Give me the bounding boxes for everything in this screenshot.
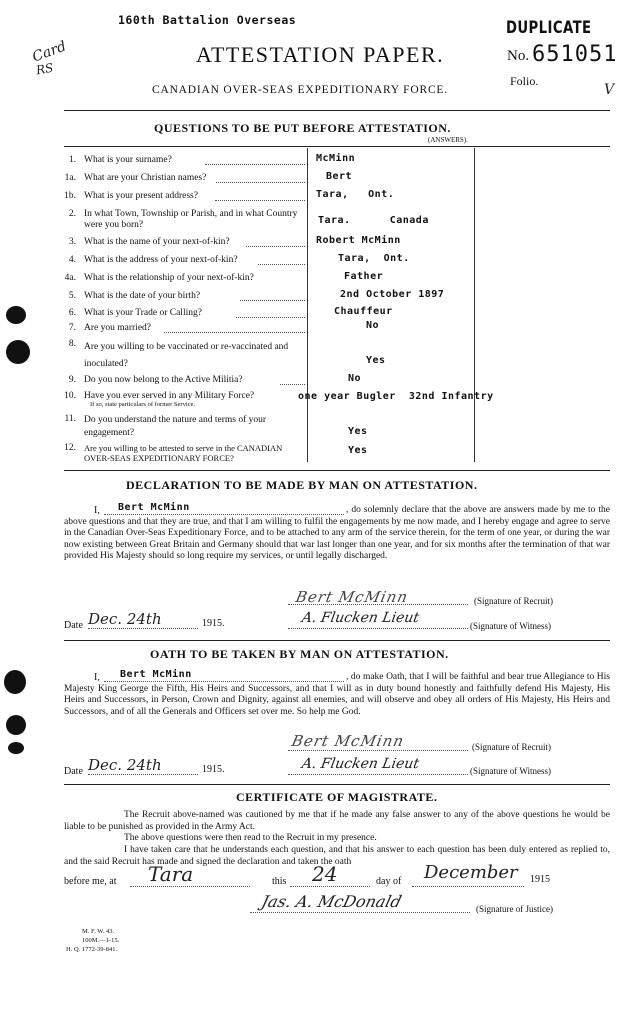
declaration-text: , do solemnly declare that the above are answers made by me to the above questions and that they are true, and that I am willing to fulfil the engagements by me now made, and I hereby engage and agree to serve in the Canadian Over-Seas Expeditionary Force, and to be attached to any arm of the service therein, for the term of one year, or during the war now existing between Great Britain and Germany should that war last longer than one year, and for six months after the termination of that war provided His Majesty should so long require my services, or until legally discharged. [64, 505, 610, 562]
questions-heading: QUESTIONS TO BE PUT BEFORE ATTESTATION. [154, 121, 451, 135]
answer-willing-to-serve: Yes [348, 445, 368, 456]
certificate-month: December [424, 862, 518, 883]
certificate-text-2: The above questions were then read to the Recruit in my presence. [124, 833, 377, 843]
answer-trade: Chauffeur [334, 306, 393, 317]
declaration-heading: DECLARATION TO BE MADE BY MAN ON ATTESTATION. [126, 478, 478, 492]
footer-hq-ref: H. Q. 1772-39-841. [66, 946, 118, 953]
form-title: ATTESTATION PAPER. [196, 42, 445, 67]
declaration-witness-signature: A. Flucken Lieut [300, 610, 421, 626]
answer-birth-date: 2nd October 1897 [340, 289, 445, 300]
answer-militia: No [348, 373, 362, 384]
punch-hole [6, 340, 30, 364]
punch-hole [6, 715, 26, 735]
certificate-text-1: The Recruit above-named was cautioned by me that if he made any false answer to any of the above questions he would be liable to be punished as provided in the Army Act. [64, 810, 610, 832]
punch-hole [8, 742, 24, 754]
battalion-label: 160th Battalion Overseas [118, 13, 297, 27]
oath-heading: OATH TO BE TAKEN BY MAN ON ATTESTATION. [150, 647, 449, 661]
certificate-text-3: I have taken care that he understands each question, and that his answer to each question has been duly entered as replied to, and the said Recruit has made and signed the declaration and taken the oath [64, 845, 610, 867]
declaration-date: Dec. 24th [88, 610, 162, 628]
number-label: No. [507, 48, 530, 64]
answer-vaccinated: Yes [366, 355, 386, 366]
footer-form-code: M. F. W. 43. [82, 928, 115, 935]
force-title: CANADIAN OVER-SEAS EXPEDITIONARY FORCE. [152, 84, 448, 96]
answer-understand-terms: Yes [348, 426, 368, 437]
answer-birthplace: Tara. Canada [318, 215, 429, 226]
answer-kin-address: Tara, Ont. [338, 253, 410, 264]
answer-christian-names: Bert [326, 171, 353, 182]
answer-surname: McMinn [316, 153, 356, 164]
answer-next-of-kin: Robert McMinn [316, 235, 401, 246]
oath-witness-signature: A. Flucken Lieut [300, 756, 421, 772]
answers-label: (ANSWERS). [428, 136, 468, 144]
answer-present-address: Tara, Ont. [316, 189, 395, 200]
oath-recruit-signature: Bert McMinn [290, 732, 407, 750]
answer-military-service: one year Bugler 32nd Infantry [298, 391, 494, 402]
answer-married: No [366, 320, 380, 331]
regimental-number: 651051 [532, 42, 618, 67]
certificate-day: 24 [312, 862, 338, 886]
footer-print-run: 100M.—1-15. [82, 937, 120, 944]
punch-hole [6, 306, 26, 324]
folio-label: Folio. [510, 74, 539, 88]
oath-text: , do make Oath, that I will be faithful and bear true Allegiance to His Majesty King George the Fifth, His Heirs and Successors, and that I will as in duty bound honestly and faithfully defend His Majesty, His Heirs and Successors, in Person, Crown and Dignity, against all enemies, and will observe and obey all orders of His Majesty, His Heirs and Successors, and of all the Generals and Officers set over me. So help me God. [64, 672, 610, 717]
justice-signature: Jas. A. McDonald [259, 892, 404, 911]
oath-name: Bert McMinn [120, 669, 192, 680]
answer-kin-relationship: Father [344, 271, 384, 282]
margin-initials: RS [34, 60, 55, 78]
declaration-name: Bert McMinn [118, 502, 190, 513]
margin-note: Card [30, 38, 69, 66]
certificate-heading: CERTIFICATE OF MAGISTRATE. [236, 790, 438, 804]
punch-hole [4, 670, 26, 694]
certificate-place: Tara [148, 862, 194, 886]
oath-date: Dec. 24th [88, 756, 162, 774]
check-mark: V [604, 82, 615, 98]
declaration-recruit-signature: Bert McMinn [294, 588, 411, 606]
duplicate-stamp: DUPLICATE [506, 18, 592, 38]
